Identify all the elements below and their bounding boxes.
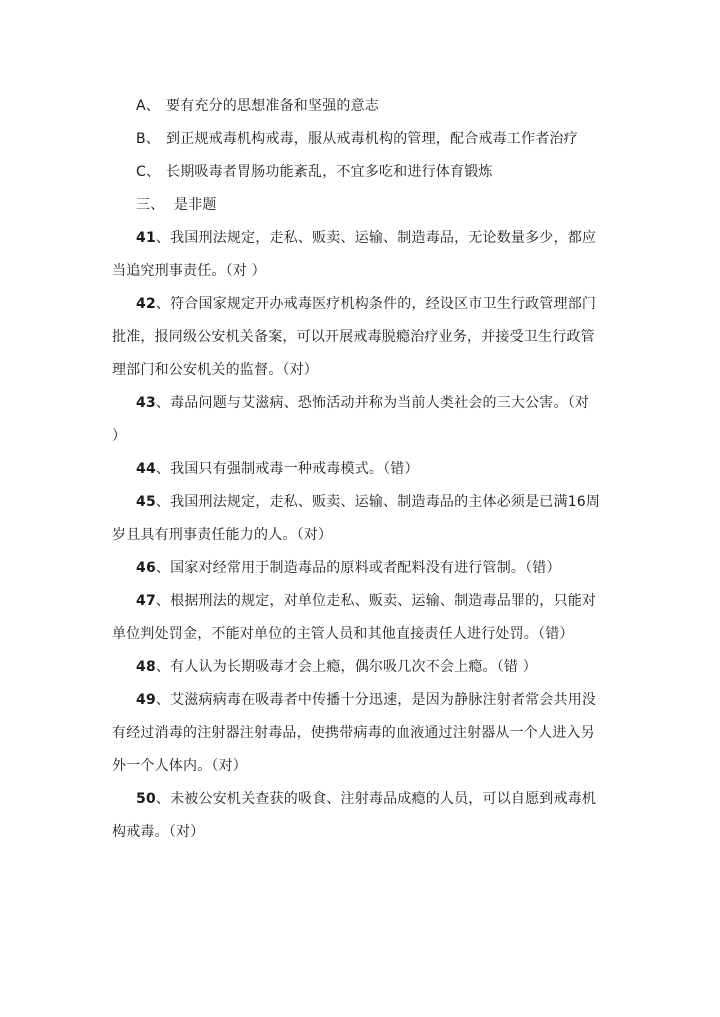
question-number: 42 bbox=[136, 296, 156, 312]
question-line bbox=[112, 684, 610, 717]
question-line: 单位判处罚金，不能对单位的主管人员和其他直接责任人进行处罚。（错） bbox=[112, 626, 574, 642]
question-line bbox=[112, 387, 610, 420]
question-text: 、未被公安机关查获的吸食、注射毒品成瘾的人员，可以自愿到戒毒机 bbox=[155, 791, 597, 807]
question-line bbox=[112, 585, 610, 618]
section-heading bbox=[112, 189, 610, 222]
option-letter: B、 bbox=[136, 131, 161, 147]
question-text: 、我国刑法规定，走私、贩卖、运输、制造毒品，无论数量多少，都应 bbox=[155, 230, 597, 246]
question-line bbox=[112, 288, 610, 321]
question-44 bbox=[112, 453, 610, 486]
question-line bbox=[112, 552, 610, 585]
question-text: 、根据刑法的规定，对单位走私、贩卖、运输、制造毒品罪的，只能对 bbox=[155, 593, 597, 609]
question-48 bbox=[112, 651, 610, 684]
question-line: 岁且具有刑事责任能力的人。（对） bbox=[112, 527, 333, 543]
question-line: 有经过消毒的注射器注射毒品，使携带病毒的血液通过注射器从一个人进入另 bbox=[112, 725, 595, 741]
question-text: 、艾滋病病毒在吸毒者中传播十分迅速，是因为静脉注射者常会共用没 bbox=[155, 692, 597, 708]
question-text: 、有人认为长期吸毒才会上瘾，偶尔吸几次不会上瘾。（错 ） bbox=[155, 659, 537, 675]
question-number: 41 bbox=[136, 230, 156, 246]
option-text: 长期吸毒者胃肠功能紊乱，不宜多吃和进行体育锻炼 bbox=[166, 164, 493, 180]
question-text: 、毒品问题与艾滋病、恐怖活动并称为当前人类社会的三大公害。（对 bbox=[155, 395, 590, 411]
question-line bbox=[112, 222, 610, 255]
question-line: 当追究刑事责任。（对 ） bbox=[112, 263, 266, 279]
question-number: 45 bbox=[136, 494, 156, 510]
question-line bbox=[112, 453, 610, 486]
option-b bbox=[112, 123, 610, 156]
question-line bbox=[112, 651, 610, 684]
option-letter: A、 bbox=[136, 98, 160, 114]
question-50 bbox=[112, 783, 610, 849]
question-43 bbox=[112, 387, 610, 453]
question-47 bbox=[112, 585, 610, 651]
question-line: 理部门和公安机关的监督。（对） bbox=[112, 362, 318, 378]
question-line bbox=[112, 486, 610, 519]
question-number: 50 bbox=[136, 791, 156, 807]
question-line bbox=[112, 783, 610, 816]
option-text: 要有充分的思想准备和坚强的意志 bbox=[166, 98, 379, 114]
question-line: 批准，报同级公安机关备案，可以开展戒毒脱瘾治疗业务，并接受卫生行政管 bbox=[112, 329, 595, 345]
question-line: 构戒毒。（对） bbox=[112, 824, 205, 840]
question-number: 49 bbox=[136, 692, 156, 708]
question-45 bbox=[112, 486, 610, 552]
question-number: 44 bbox=[136, 461, 156, 477]
question-46 bbox=[112, 552, 610, 585]
question-49 bbox=[112, 684, 610, 783]
question-text: 、我国只有强制戒毒一种戒毒模式。（错） bbox=[155, 461, 419, 477]
question-text: 、国家对经常用于制造毒品的原料或者配料没有进行管制。（错） bbox=[155, 560, 561, 576]
option-text: 到正规戒毒机构戒毒，服从戒毒机构的管理，配合戒毒工作者治疗 bbox=[166, 131, 578, 147]
question-42 bbox=[112, 288, 610, 387]
option-letter: C、 bbox=[136, 164, 161, 180]
section-number: 三、 bbox=[136, 197, 165, 213]
question-number: 43 bbox=[136, 395, 156, 411]
section-title: 是非题 bbox=[174, 197, 217, 213]
document-content bbox=[112, 90, 610, 849]
question-text: 、我国刑法规定，走私、贩卖、运输、制造毒品的主体必须是已满16周 bbox=[155, 494, 601, 510]
question-number: 48 bbox=[136, 659, 156, 675]
question-text: 、符合国家规定开办戒毒医疗机构条件的，经设区市卫生行政管理部门 bbox=[155, 296, 597, 312]
question-line: ） bbox=[112, 428, 127, 444]
question-number: 46 bbox=[136, 560, 156, 576]
option-a bbox=[112, 90, 610, 123]
option-c bbox=[112, 156, 610, 189]
question-41 bbox=[112, 222, 610, 288]
question-line: 外一个人体内。（对） bbox=[112, 758, 247, 774]
question-number: 47 bbox=[136, 593, 156, 609]
